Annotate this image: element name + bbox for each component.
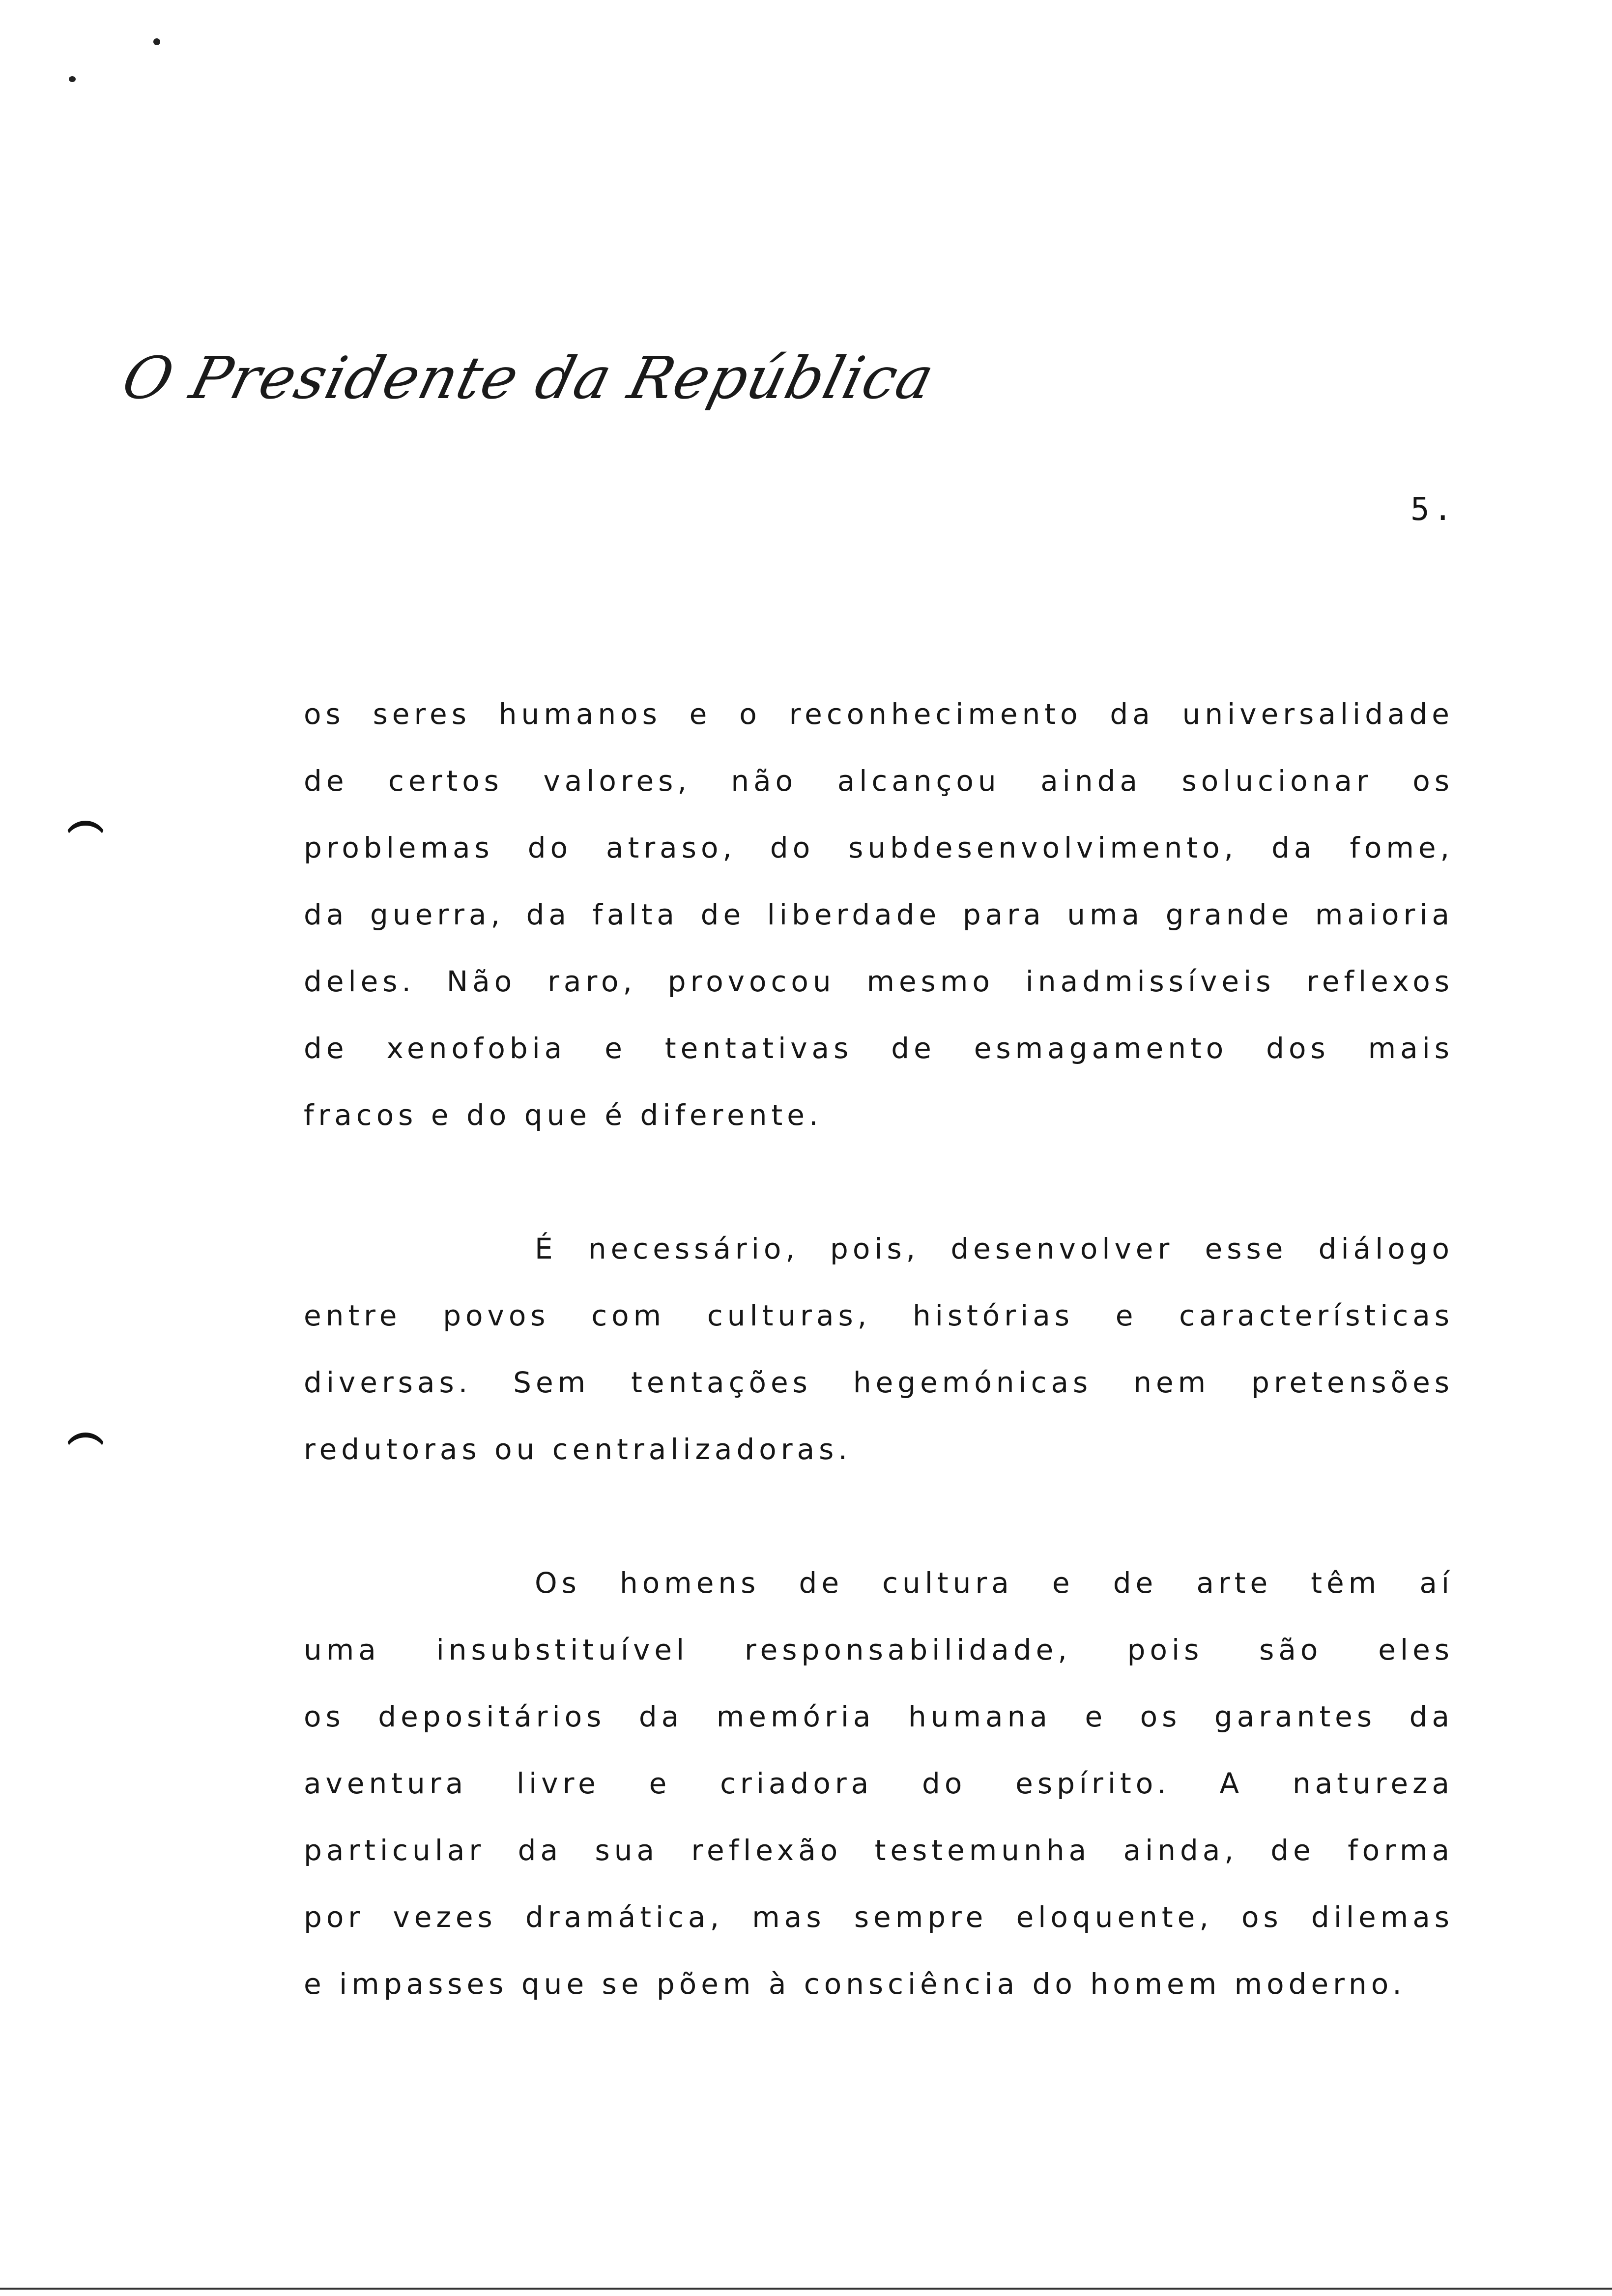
- text-line: uma insubstituível responsabilidade, pois são eles: [304, 1633, 1454, 1666]
- text-line: de xenofobia e tentativas de esmagamento dos mais: [304, 1032, 1454, 1065]
- punch-hole-mark: [64, 1433, 107, 1457]
- scan-speck: [153, 38, 160, 45]
- text-line: de certos valores, não alcançou ainda solucionar os: [304, 764, 1454, 798]
- text-line: problemas do atraso, do subdesenvolvimento, da fome,: [304, 831, 1454, 864]
- letterhead-title: O Presidente da República: [115, 344, 942, 412]
- text-line: da guerra, da falta de liberdade para uma grande maioria: [304, 898, 1454, 931]
- document-body: [304, 681, 1454, 2017]
- text-line: os seres humanos e o reconhecimento da universalidade: [304, 697, 1454, 731]
- punch-hole-mark: [64, 821, 107, 845]
- text-line: aventura livre e criadora do espírito. A natureza: [304, 1767, 1454, 1800]
- text-line: É necessário, pois, desenvolver esse diálogo: [535, 1232, 1454, 1265]
- text-line: por vezes dramática, mas sempre eloquente, os dilemas: [304, 1900, 1454, 1934]
- paragraph-2: [304, 1215, 1454, 1483]
- text-line: deles. Não raro, provocou mesmo inadmissíveis reflexos: [304, 965, 1454, 998]
- paragraph-3: [304, 1550, 1454, 2017]
- text-line: redutoras ou centralizadoras.: [304, 1433, 852, 1466]
- page-number: 5.: [1410, 491, 1457, 528]
- text-line: particular da sua reflexão testemunha ainda, de forma: [304, 1834, 1454, 1867]
- text-line: diversas. Sem tentações hegemónicas nem pretensões: [304, 1366, 1454, 1399]
- text-line: entre povos com culturas, histórias e características: [304, 1299, 1454, 1332]
- scan-speck: [69, 76, 76, 82]
- text-line: e impasses que se põem à consciência do homem moderno.: [304, 1967, 1406, 2001]
- text-line: os depositários da memória humana e os garantes da: [304, 1700, 1454, 1733]
- text-line: Os homens de cultura e de arte têm aí: [535, 1566, 1454, 1600]
- bottom-edge-line: [0, 2288, 1612, 2290]
- text-line: fracos e do que é diferente.: [304, 1098, 823, 1132]
- paragraph-1: [304, 681, 1454, 1148]
